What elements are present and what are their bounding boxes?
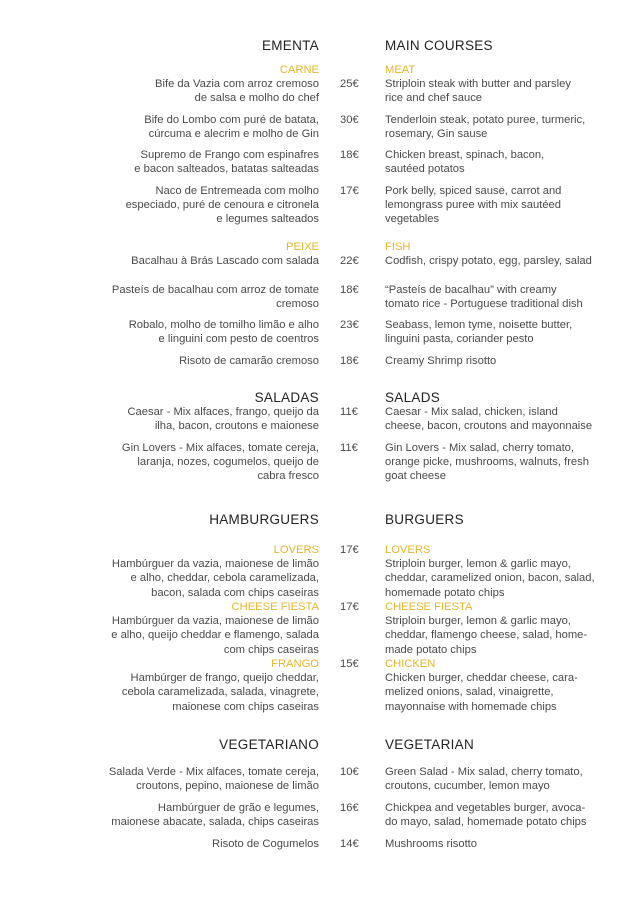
item-description-en: Mushrooms risotto: [385, 838, 478, 850]
item-description-pt: Pasteís de bacalhau com arroz de tomate cremoso: [111, 284, 319, 311]
item-price: 15€: [340, 658, 359, 670]
section-heading-en: MAIN COURSES: [385, 38, 493, 53]
section-heading-pt: HAMBURGUERS: [209, 512, 319, 527]
item-title-en: LOVERS: [385, 544, 431, 556]
item-description-en: “Pasteís de bacalhau” with creamy tomato rice - Portuguese traditional dish: [385, 284, 583, 311]
item-description-pt: Risoto de Cogumelos: [212, 838, 319, 850]
item-description-pt: Robalo, molho de tomilho limão e alho e linguini com pesto de coentros: [128, 319, 319, 346]
item-title-en: CHEESE FIESTA: [385, 601, 473, 613]
item-price: 23€: [340, 319, 359, 331]
item-description-pt: Bacalhau à Brás Lascado com salada: [131, 255, 319, 267]
item-description-en: Caesar - Mix salad, chicken, island cheese, bacon, croutons and mayonnaise: [385, 406, 593, 433]
item-description-en: Codfish, crispy potato, egg, parsley, salad: [385, 255, 592, 267]
item-description-pt: Bife do Lombo com puré de batata, cúrcuma e alecrim e molho de Gin: [144, 114, 319, 141]
item-price: 10€: [340, 766, 359, 778]
item-price: 18€: [340, 355, 359, 367]
section-heading-pt: SALADAS: [254, 390, 319, 405]
item-description-pt: Hambúrguer da vazia, maionese de limão e alho, queijo cheddar e flamengo, salada com chips caseiras: [111, 615, 319, 656]
item-description-en: Chickpea and vegetables burger, avoca- do mayo, salad, homemade potato chips: [385, 802, 587, 829]
item-title-en: CHICKEN: [385, 658, 436, 670]
item-description-pt: Hambúrguer de grão e legumes, maionese abacate, salada, chips caseiras: [111, 802, 319, 829]
section-heading-en: BURGUERS: [385, 512, 464, 527]
item-description-en: Striploin burger, lemon & garlic mayo, cheddar, flamengo cheese, salad, home- made potato chips: [385, 615, 588, 656]
item-description-en: Chicken burger, cheddar cheese, cara- melized onions, salad, vinaigrette, mayonnaise with homemade chips: [385, 672, 578, 713]
item-description-pt: Naco de Entremeada com molho especiado, puré de cenoura e citronela e legumes salteados: [125, 185, 319, 226]
category-label-pt: CARNE: [279, 64, 319, 76]
section-heading-pt: VEGETARIANO: [219, 737, 319, 752]
item-description-en: Seabass, lemon tyme, noisette butter, linguini pasta, coriander pesto: [385, 319, 573, 346]
section-heading-en: SALADS: [385, 390, 441, 405]
item-price: 14€: [340, 838, 359, 850]
item-description-en: Creamy Shrimp risotto: [385, 355, 497, 367]
item-description-pt: Gin Lovers - Mix alfaces, tomate cereja, laranja, nozes, cogumelos, queijo de cabra fresco: [121, 442, 319, 483]
item-price: 11€: [340, 406, 358, 418]
item-title-pt: LOVERS: [273, 544, 319, 556]
category-label-en: MEAT: [385, 64, 416, 76]
item-description-pt: Bife da Vazia com arroz cremoso de salsa e molho do chef: [155, 78, 319, 105]
item-description-en: Pork belly, spiced sause, carrot and lemongrass puree with mix sautéed vegetables: [385, 185, 562, 226]
item-description-pt: Supremo de Frango com espinafres e bacon salteados, batatas salteadas: [134, 149, 319, 176]
item-title-pt: CHEESE FIESTA: [231, 601, 319, 613]
category-label-pt: PEIXE: [286, 241, 319, 253]
item-price: 18€: [340, 149, 359, 161]
item-description-en: Gin Lovers - Mix salad, cherry tomato, orange picke, mushrooms, walnuts, fresh goat cheese: [385, 442, 589, 483]
item-price: 22€: [340, 255, 359, 267]
item-description-pt: Hambúrger de frango, queijo cheddar, cebola caramelizada, salada, vinagrete, maionese com chips caseiras: [121, 672, 319, 713]
item-price: 11€: [340, 442, 358, 454]
item-description-en: Tenderloin steak, potato puree, turmeric, rosemary, Gin sause: [385, 114, 586, 141]
item-description-en: Striploin burger, lemon & garlic mayo, cheddar, caramelized onion, bacon, salad, homemade potato chips: [385, 558, 595, 599]
item-price: 25€: [340, 78, 359, 90]
item-title-pt: FRANGO: [271, 658, 319, 670]
item-price: 16€: [340, 802, 359, 814]
item-description-en: Striploin steak with butter and parsley rice and chef sauce: [385, 78, 571, 105]
item-price: 17€: [340, 544, 359, 556]
item-description-pt: Caesar - Mix alfaces, frango, queijo da ilha, bacon, croutons e maionese: [127, 406, 319, 433]
item-description-en: Chicken breast, spinach, bacon, sautéed potatos: [385, 149, 545, 176]
item-price: 18€: [340, 284, 359, 296]
item-description-pt: Hambúrguer da vazia, maionese de limão e alho, cheddar, cebola caramelizada, bacon, salada com chips caseiras: [111, 558, 319, 599]
section-heading-pt: EMENTA: [261, 38, 319, 53]
item-description-pt: Salada Verde - Mix alfaces, tomate cereja, croutons, pepino, maionese de limão: [108, 766, 319, 793]
item-description-en: Green Salad - Mix salad, cherry tomato, croutons, cucumber, lemon mayo: [385, 766, 583, 793]
item-description-pt: Risoto de camarão cremoso: [179, 355, 319, 367]
item-price: 17€: [340, 601, 359, 613]
item-price: 30€: [340, 114, 359, 126]
category-label-en: FISH: [385, 241, 411, 253]
section-heading-en: VEGETARIAN: [385, 737, 475, 752]
item-price: 17€: [340, 185, 359, 197]
